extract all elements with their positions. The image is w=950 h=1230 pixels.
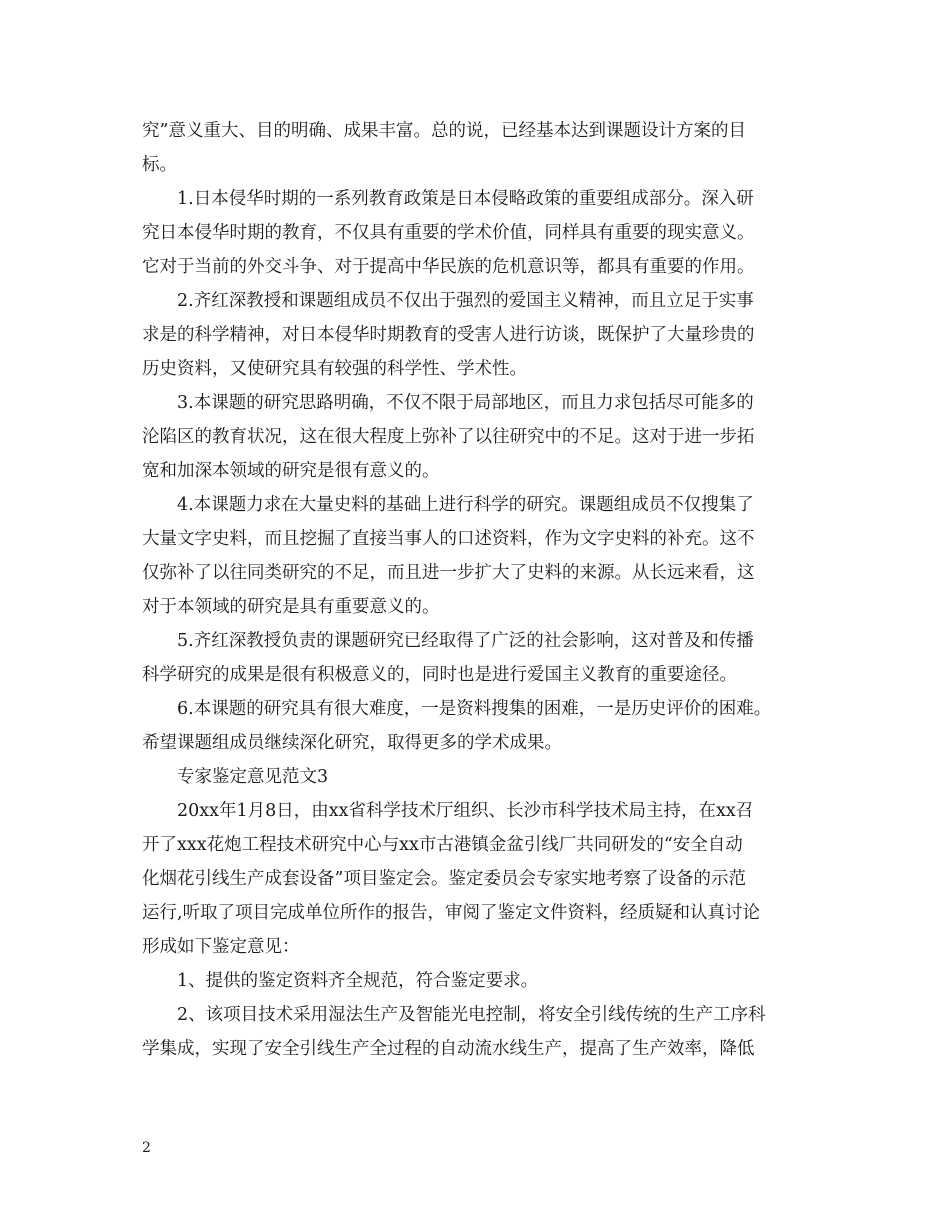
text-line: 它对于当前的外交斗争、对于提高中华民族的危机意识等，都具有重要的作用。	[142, 257, 755, 277]
text-line: 化烟花引线生产成套设备”项目鉴定会。鉴定委员会专家实地考察了设备的示范	[142, 869, 746, 889]
text-line: 沦陷区的教育状况，这在很大程度上弥补了以往研究中的不足。这对于进一步拓	[142, 427, 755, 447]
text-line: 4.本课题力求在大量史料的基础上进行科学的研究。课题组成员不仅搜集了	[177, 495, 754, 515]
text-line: 仅弥补了以往同类研究的不足，而且进一步扩大了史料的来源。从长远来看，这	[142, 563, 755, 583]
text-line: 形成如下鉴定意见：	[142, 937, 300, 957]
text-line: 对于本领域的研究是具有重要意义的。	[142, 597, 440, 617]
text-line: 究”意义重大、目的明确、成果丰富。总的说，已经基本达到课题设计方案的目	[142, 121, 746, 141]
document-body	[142, 114, 822, 1066]
text-line: 开了xxx花炮工程技术研究中心与xx市古港镇金盆引线厂共同研发的“安全自动	[142, 835, 743, 855]
text-line: 历史资料，又使研究具有较强的科学性、学术性。	[142, 359, 527, 379]
text-line: 6.本课题的研究具有很大难度，一是资料搜集的困难，一是历史评价的困难。	[177, 699, 772, 719]
text-line: 学集成，实现了安全引线生产全过程的自动流水线生产，提高了生产效率，降低	[142, 1039, 755, 1059]
section-heading: 专家鉴定意见范文3	[177, 767, 329, 787]
text-line: 1、提供的鉴定资料齐全规范，符合鉴定要求。	[177, 971, 539, 991]
text-line: 科学研究的成果是很有积极意义的，同时也是进行爱国主义教育的重要途径。	[142, 665, 737, 685]
text-line: 1.日本侵华时期的一系列教育政策是日本侵略政策的重要组成部分。深入研	[177, 189, 754, 209]
text-line: 2、该项目技术采用湿法生产及智能光电控制，将安全引线传统的生产工序科	[177, 1005, 766, 1025]
text-line: 2.齐红深教授和课题组成员不仅出于强烈的爱国主义精神，而且立足于实事	[177, 291, 754, 311]
text-line: 求是的科学精神，对日本侵华时期教育的受害人进行访谈，既保护了大量珍贵的	[142, 325, 755, 345]
text-line: 3.本课题的研究思路明确，不仅不限于局部地区，而且力求包括尽可能多的	[177, 393, 754, 413]
text-line: 大量文字史料，而且挖掘了直接当事人的口述资料，作为文字史料的补充。这不	[142, 529, 755, 549]
text-line: 5.齐红深教授负责的课题研究已经取得了广泛的社会影响，这对普及和传播	[177, 631, 754, 651]
text-line: 希望课题组成员继续深化研究，取得更多的学术成果。	[142, 733, 562, 753]
text-line: 标。	[142, 155, 177, 175]
text-line: 运行,听取了项目完成单位所作的报告，审阅了鉴定文件资料，经质疑和认真讨论	[142, 903, 761, 923]
text-line: 究日本侵华时期的教育，不仅具有重要的学术价值，同样具有重要的现实意义。	[142, 223, 755, 243]
text-line: 20xx年1月8日，由xx省科学技术厅组织、长沙市科学技术局主持，在xx召	[177, 801, 754, 821]
page-number: 2	[142, 1140, 151, 1156]
text-line: 宽和加深本领域的研究是很有意义的。	[142, 461, 440, 481]
